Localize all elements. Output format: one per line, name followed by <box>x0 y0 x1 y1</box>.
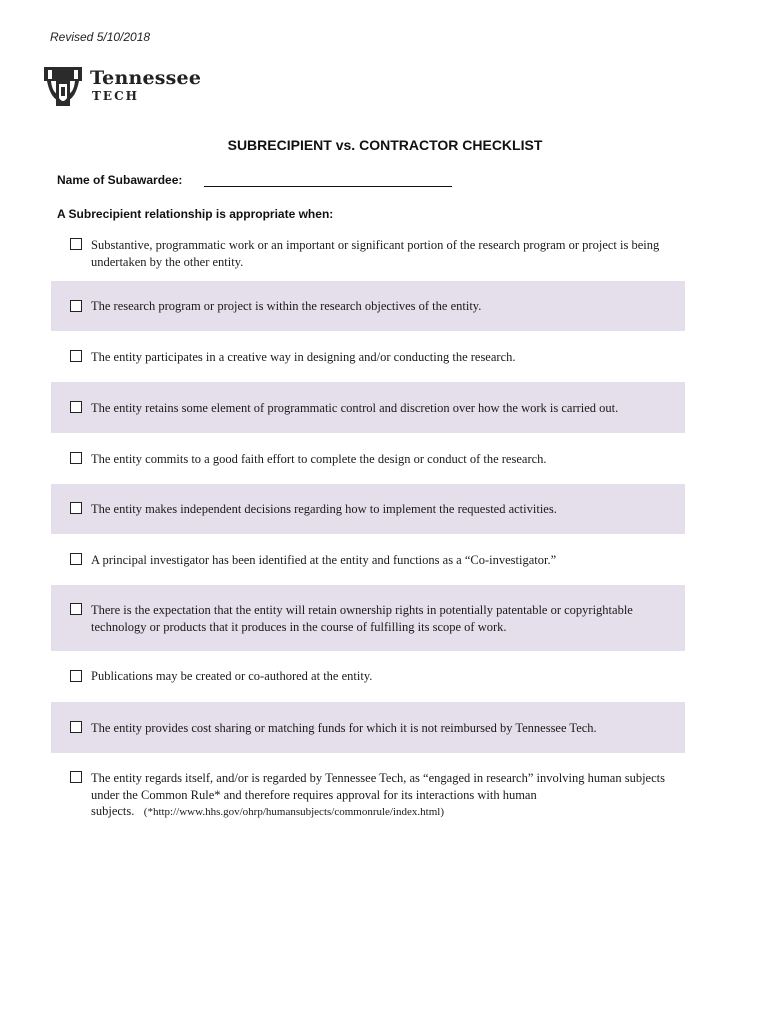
checklist-item <box>51 281 685 331</box>
checklist-item-text: Publications may be created or co-authored at the entity. <box>91 669 373 683</box>
checklist-item <box>51 230 685 276</box>
revision-date: Revised 5/10/2018 <box>50 30 151 44</box>
checklist-item-text: The entity provides cost sharing or matching funds for which it is not reimbursed by Tennessee Tech. <box>91 721 597 735</box>
checklist-item <box>51 651 685 702</box>
checklist-item <box>51 753 685 833</box>
tennessee-tech-logo <box>44 64 204 112</box>
checklist-item <box>51 382 685 433</box>
subawardee-name-field[interactable] <box>204 186 452 187</box>
checkbox[interactable] <box>70 401 82 413</box>
checklist-item-text: The entity participates in a creative way in designing and/or conducting the research. <box>91 350 516 364</box>
checklist-item-text: The entity commits to a good faith effort to complete the design or conduct of the research. <box>91 452 547 466</box>
checklist-item-text: A principal investigator has been identified at the entity and functions as a “Co-investigator.” <box>91 553 557 567</box>
checklist-item-main-text: The entity regards itself, and/or is regarded by Tennessee Tech, as “engaged in research” involving human subjects under the Common Rule* and therefore requires approval for its interactions with human subjects. <box>91 771 665 818</box>
checklist-item <box>51 331 685 382</box>
checklist-item <box>51 534 685 585</box>
common-rule-link[interactable]: (*http://www.hhs.gov/ohrp/humansubjects/commonrule/index.html) <box>143 806 445 818</box>
checklist-item-text: Substantive, programmatic work or an important or significant portion of the research program or project is being undertaken by the other entity. <box>91 238 660 269</box>
checkbox[interactable] <box>70 502 82 514</box>
section-heading: A Subrecipient relationship is appropriate when: <box>57 207 334 221</box>
checkbox[interactable] <box>70 300 82 312</box>
checklist-item <box>51 702 685 753</box>
logo-wordmark <box>90 67 201 103</box>
checkbox[interactable] <box>70 238 82 250</box>
checkbox[interactable] <box>70 553 82 565</box>
logo-name: Tennessee <box>90 67 202 89</box>
checklist-item-text: The entity makes independent decisions regarding how to implement the requested activities. <box>91 502 557 516</box>
subawardee-label: Name of Subawardee: <box>57 173 183 187</box>
logo-subtitle: TECH <box>92 89 139 103</box>
checklist-item <box>51 433 685 484</box>
checkbox[interactable] <box>70 721 82 733</box>
tennessee-tech-emblem-icon <box>44 64 82 108</box>
checklist-item <box>51 484 685 534</box>
checkbox[interactable] <box>70 603 82 615</box>
checkbox[interactable] <box>70 350 82 362</box>
checklist-item <box>51 585 685 651</box>
checklist-item-text: There is the expectation that the entity will retain ownership rights in potentially patentable or copyrightable technology or products that it produces in the course of fulfilling its scope of work. <box>91 603 633 634</box>
checkbox[interactable] <box>70 670 82 682</box>
checklist-item-text <box>91 770 683 821</box>
checklist-item-text: The research program or project is within the research objectives of the entity. <box>91 299 482 313</box>
checklist-item-text: The entity retains some element of programmatic control and discretion over how the work is carried out. <box>91 401 619 415</box>
checkbox[interactable] <box>70 771 82 783</box>
page-title: SUBRECIPIENT vs. CONTRACTOR CHECKLIST <box>227 137 543 153</box>
checkbox[interactable] <box>70 452 82 464</box>
